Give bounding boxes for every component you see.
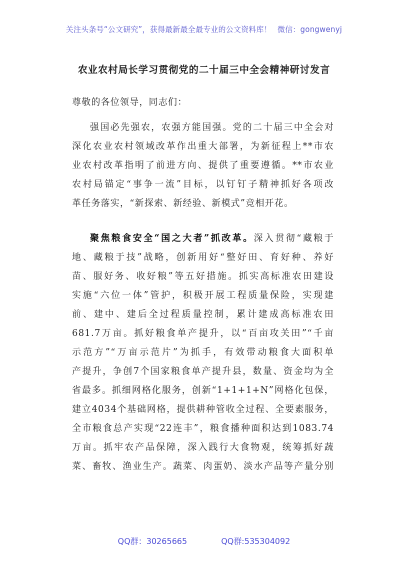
paragraph-line: 强国必先强农，农强方能国强。党的二十届三中全会对 bbox=[90, 123, 334, 133]
paragraph-line: 前、建中、建后全过程质量控制，累计建成高标准农田 bbox=[72, 310, 334, 320]
paragraph-line: 681.7万亩。抓好粮食单产提升，以“百亩攻关田”“千亩 bbox=[72, 329, 334, 339]
paragraph-line: 菜、畜牧、渔业生产。蔬菜、肉蛋奶、淡水产品等产量分别 bbox=[72, 462, 334, 472]
qq-group-2[interactable]: QQ群:535304092 bbox=[221, 537, 291, 546]
promo-banner[interactable] bbox=[0, 24, 408, 35]
paragraph-line: 革任务落实，“新探索、新经验、新模式”竞相开花。 bbox=[72, 199, 294, 209]
salutation: 尊敬的各位领导，同志们： bbox=[72, 98, 188, 108]
paragraph-line: 实施“六位一体”管护，积极开展工程质量保险，实现建 bbox=[72, 291, 334, 301]
paragraph-line: 业农村改革指明了前进方向、提供了重要遵循。**市农业 bbox=[72, 161, 334, 171]
paragraph-line: 建立4034个基础网格，提供耕种管收全过程、全要素服务， bbox=[72, 405, 334, 415]
paragraph-line: 万亩。抓牢农产品保障，深入践行大食物观，统筹抓好蔬 bbox=[72, 443, 334, 453]
paragraph-line: 产提升，争创7个国家粮食单产提升县，数量、资金均为全 bbox=[72, 367, 334, 377]
document-title: 农业农村局长学习贯彻党的二十届三中全会精神研讨发言 bbox=[77, 65, 331, 76]
paragraph-line: 农村局锚定“事争一流”目标，以钉钉子精神抓好各项改 bbox=[72, 180, 334, 190]
paragraph-line: 深化农业农村领域改革作出重大部署，为新征程上**市农 bbox=[72, 142, 334, 152]
qq-group-1[interactable]: QQ群：30265665 bbox=[117, 537, 188, 546]
paragraph-line: 地、藏粮于技”战略，创新用好“整好田、育好种、养好 bbox=[72, 253, 334, 263]
promo-text: 关注头条号“公文研究”，获得最新最全最专业的公文资料库！ bbox=[65, 25, 272, 34]
paragraph-line: 全市粮食总产实现“22连丰”，粮食播种面积达到1083.74 bbox=[72, 424, 334, 434]
section-heading: 聚焦粮食安全“国之大者”抓改革。 bbox=[90, 234, 254, 244]
footer-banner bbox=[0, 536, 408, 547]
paragraph-line: 省最多。抓细网格化服务，创新“1+1+1+N”网格化包保， bbox=[72, 386, 334, 396]
paragraph-line: 苗、服好务、收好粮”等五好措施。抓实高标准农田建设 bbox=[72, 272, 334, 282]
paragraph-text: 深入贯彻“藏粮于 bbox=[253, 234, 334, 244]
paragraph-line: 示范方”“万亩示范片”为抓手，有效带动粮食大面积单 bbox=[72, 348, 334, 358]
paragraph-line-lead bbox=[72, 232, 334, 247]
wechat-id: 微信：gongwenyj bbox=[277, 25, 343, 34]
